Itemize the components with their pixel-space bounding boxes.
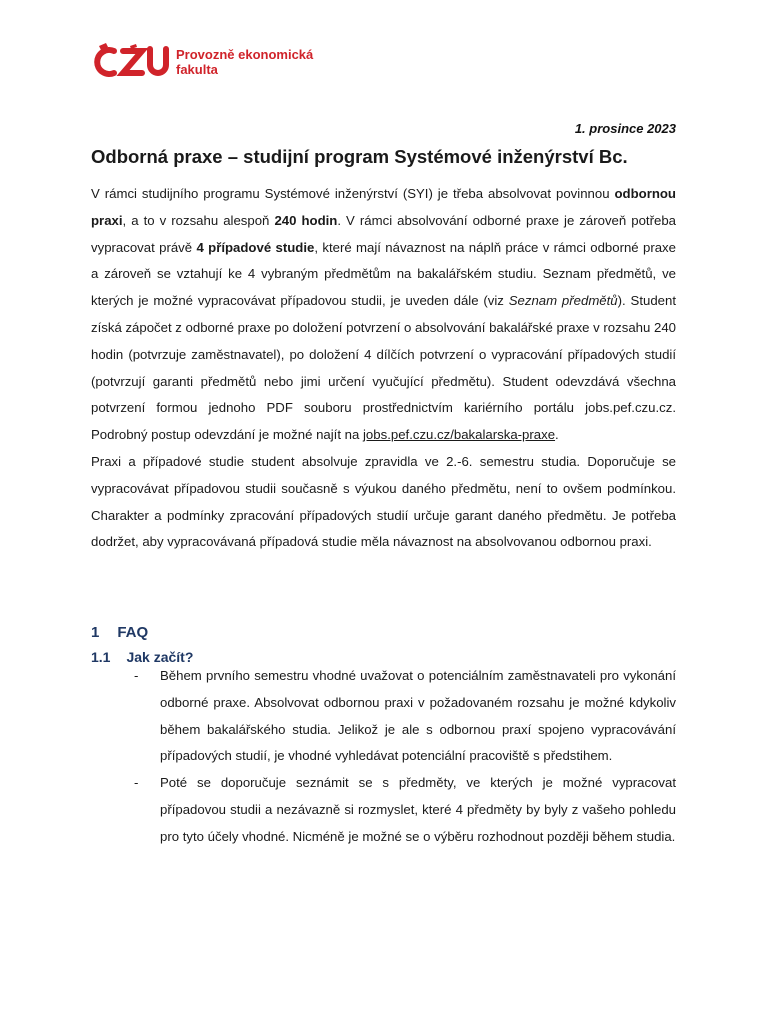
list-item	[91, 770, 676, 850]
faculty-name-line1: Provozně ekonomická	[176, 47, 314, 62]
intro-text-2: , a to v rozsahu alespoň	[122, 212, 275, 228]
intro-bold-praxe: odbornou praxi	[91, 186, 676, 228]
intro-bold-hours: 240 hodin	[274, 212, 338, 228]
subsection-label: Jak začít?	[126, 649, 194, 665]
list-item	[91, 663, 676, 770]
list-dash: -	[134, 775, 139, 791]
subsection-number: 1.1	[91, 649, 111, 665]
intro-text-5: ). Student získá zápočet z odborné praxe po doložení potvrzení o absolvování bakalářské praxe v rozsahu 240 hodin (potvrzuje zaměstnavatel), po doložení 4 dílčích potvrzení o vypracování případových studií (potvrzují garanti předmětů nebo jimi určení vyučující předmětu). Student odevzdává všechna potvrzení formou jednoho PDF souboru prostřednictvím kariérního portálu jobs.pef.czu.cz. Podrobný postup odevzdání je možné najít na	[91, 293, 677, 443]
bakalarska-praxe-link[interactable]: jobs.pef.czu.cz/bakalarska-praxe	[363, 427, 556, 443]
faq-list	[91, 663, 676, 851]
czu-logo-icon	[90, 43, 170, 81]
document-date: 1. prosince 2023	[574, 121, 676, 136]
intro-paragraph	[91, 181, 676, 449]
intro-text-6: .	[555, 427, 559, 443]
section-heading-faq	[91, 624, 148, 641]
faculty-header	[90, 42, 313, 82]
intro-italic-seznam: Seznam předmětů	[508, 293, 618, 309]
intro-text-3: . V rámci absolvování odborné praxe je zároveň potřeba vypracovat právě	[91, 212, 676, 255]
faculty-name	[176, 47, 313, 77]
list-item-text: Během prvního semestru vhodné uvažovat o potenciálním zaměstnavateli pro vykonání odborné praxe. Absolvovat odbornou praxi v požadovaném rozsahu je možné kdykoliv během bakalářského studia. Jelikož je ale s odbornou praxí spojeno vypracovávání případových studií, je vhodné vyhledávat potenciální pracoviště s předstihem.	[160, 668, 676, 764]
intro-bold-studies: 4 případové studie	[196, 239, 315, 255]
second-paragraph: Praxi a případové studie student absolvuje zpravidla ve 2.-6. semestru studia. Doporučuje se vypracovávat případovou studii současně s výukou daného předmětu, není to ovšem podmínkou. Charakter a podmínky zpracování případových studií určuje garant daného předmětu. Je potřeba dodržet, aby vypracovávaná případová studie měla návaznost na absolvovanou odbornou praxi.	[91, 453, 676, 550]
section-number: 1	[91, 624, 100, 641]
document-title: Odborná praxe – studijní program Systémové inženýrství Bc.	[91, 146, 628, 167]
intro-text-1: V rámci studijního programu Systémové inženýrství (SYI) je třeba absolvovat povinnou	[91, 186, 615, 201]
list-dash: -	[134, 668, 139, 683]
section-label: FAQ	[117, 624, 149, 641]
list-item-text: Poté se doporučuje seznámit se s předměty, ve kterých je možné vypracovat případovou studii a nezávazně si rozmyslet, které 4 předměty by byly z vašeho pohledu pro tyto účely vhodné. Nicméně je možné se o výběru rozhodnout později během studia.	[160, 775, 676, 844]
faculty-name-line2: fakulta	[176, 62, 218, 77]
intro-text-4: , které mají návaznost na náplň práce v rámci odborné praxe a zároveň se vztahují ke 4 vybraným předmětům na bakalářském studiu. Seznam předmětů, ve kterých je možné vypracovávat případovou studii, je uveden dále (viz	[91, 239, 676, 309]
document-body	[91, 181, 676, 556]
czu-logo	[90, 43, 313, 81]
